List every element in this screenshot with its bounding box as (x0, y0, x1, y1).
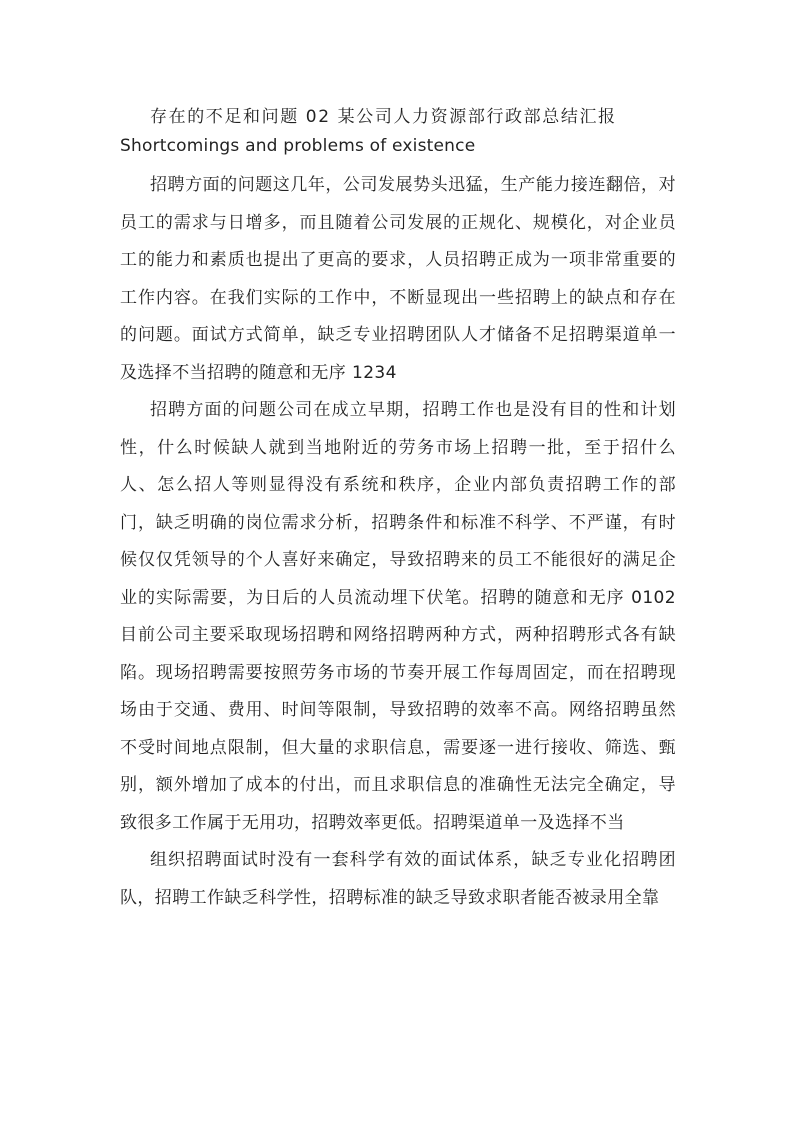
paragraph-recruitment-issues: 招聘方面的问题这几年，公司发展势头迅猛，生产能力接连翻倍，对员工的需求与日增多，而且随着公司发展的正规化、规模化，对企业员工的能力和素质也提出了更高的要求，人员招聘正成为一项非常重要的工作内容。在我们实际的工作中，不断显现出一些招聘上的缺点和存在的问题。面试方式简单，缺乏专业招聘团队人才储备不足招聘渠道单一及选择不当招聘的随意和无序 1234 (120, 175, 676, 383)
section-subheading: Shortcomings and problems of existence (120, 136, 476, 156)
paragraph-recruitment-history: 招聘方面的问题公司在成立早期，招聘工作也是没有目的性和计划性，什么时候缺人就到当地附近的劳务市场上招聘一批，至于招什么人、怎么招人等则显得没有系统和秩序，企业内部负责招聘工作的部门，缺乏明确的岗位需求分析，招聘条件和标准不科学、不严谨，有时候仅仅凭领导的个人喜好来确定，导致招聘来的员工不能很好的满足企业的实际需要，为日后的人员流动埋下伏笔。招聘的随意和无序 0102 目前公司主要采取现场招聘和网络招聘两种方式，两种招聘形式各有缺陷。现场招聘需要按照劳务市场的节奏开展工作每周固定，而在招聘现场由于交通、费用、时间等限制，导致招聘的效率不高。网络招聘虽然不受时间地点限制，但大量的求职信息，需要逐一进行接收、筛选、甄别，额外增加了成本的付出，而且求职信息的准确性无法完全确定，导致很多工作属于无用功，招聘效率更低。招聘渠道单一及选择不当 (120, 400, 676, 833)
section-heading: 存在的不足和问题 02 某公司人力资源部行政部总结汇报 (150, 107, 617, 127)
document-page (120, 103, 676, 917)
paragraph-interview-system: 组织招聘面试时没有一套科学有效的面试体系，缺乏专业化招聘团队，招聘工作缺乏科学性，招聘标准的缺乏导致求职者能否被录用全靠 (120, 850, 676, 908)
